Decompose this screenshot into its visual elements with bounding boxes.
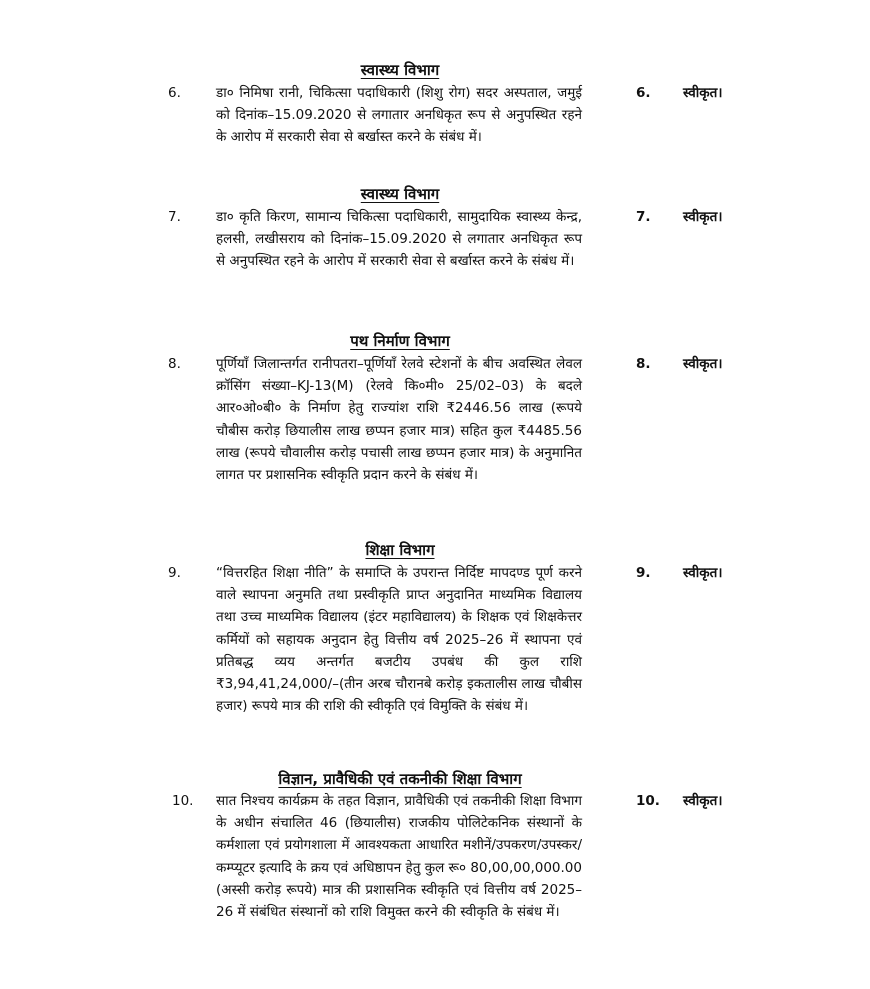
decision-number: 9. xyxy=(636,565,651,581)
decision-status: स्वीकृत। xyxy=(683,565,723,581)
item-number: 8. xyxy=(168,356,181,372)
department-heading: स्वास्थ्य विभाग xyxy=(360,61,440,79)
decision-number: 7. xyxy=(636,209,651,225)
decision-number: 10. xyxy=(636,793,660,809)
item-number: 9. xyxy=(168,565,181,581)
item-description: पूर्णियाँ जिलान्तर्गत रानीपतरा–पूर्णियाँ रेलवे स्टेशनों के बीच अवस्थित लेवल क्रॉसिंग संख्या–KJ-13(M) (रेलवे कि०मी० 25/02–03) के बदले आर०ओ०बी० के निर्माण हेतु राज्यांश राशि ₹2446.56 लाख (रूपये चौबीस करोड़ छियालीस लाख छप्पन हजार मात्र) सहित कुल ₹4485.56 लाख (रूपये चौवालीस करोड़ पचासी लाख छप्पन हजार मात्र) के अनुमानित लागत पर प्रशासनिक स्वीकृति प्रदान करने के संबंध में। xyxy=(216,356,582,484)
decision-status: स्वीकृत। xyxy=(683,793,723,809)
item-number: 7. xyxy=(168,209,181,225)
item-description: डा० निमिषा रानी, चिकित्सा पदाधिकारी (शिशु रोग) सदर अस्पताल, जमुई को दिनांक–15.09.2020 से लगातार अनधिकृत रूप से अनुपस्थित रहने के आरोप में सरकारी सेवा से बर्खास्त करने के संबंध में। xyxy=(216,85,582,146)
item-description: “वित्तरहित शिक्षा नीति” के समाप्ति के उपरान्त निर्दिष्ट मापदण्ड पूर्ण करने वाले स्थापना अनुमति तथा प्रस्वीकृति प्राप्त अनुदानित माध्यमिक विद्यालय तथा उच्च माध्यमिक विद्यालय (इंटर महाविद्यालय) के शिक्षक एवं शिक्षकेत्तर कर्मियों को सहायक अनुदान हेतु वित्तीय वर्ष 2025–26 में स्थापना एवं प्रतिबद्ध व्यय अन्तर्गत बजटीय उपबंध की कुल राशि ₹3,94,41,24,000/–(तीन अरब चौरानबे करोड़ इकतालीस लाख चौबीस हजार) रूपये मात्र की राशि की स्वीकृति एवं विमुक्ति के संबंध में। xyxy=(216,565,582,715)
decision-status: स्वीकृत। xyxy=(683,356,723,372)
decision-status: स्वीकृत। xyxy=(683,209,723,225)
item-number: 6. xyxy=(168,85,181,101)
decision-number: 8. xyxy=(636,356,651,372)
item-description: डा० कृति किरण, सामान्य चिकित्सा पदाधिकारी, सामुदायिक स्वास्थ्य केन्द्र, हलसी, लखीसराय को दिनांक–15.09.2020 से लगातार अनधिकृत रूप से अनुपस्थित रहने के आरोप में सरकारी सेवा से बर्खास्त करने के संबंध में। xyxy=(216,209,582,270)
department-heading: शिक्षा विभाग xyxy=(365,541,435,559)
item-number: 10. xyxy=(172,793,194,809)
decision-number: 6. xyxy=(636,85,651,101)
department-heading: स्वास्थ्य विभाग xyxy=(360,185,440,203)
item-description: सात निश्चय कार्यक्रम के तहत विज्ञान, प्रावैधिकी एवं तकनीकी शिक्षा विभाग के अधीन संचालित 46 (छियालीस) राजकीय पोलिटेकनिक संस्थानों के कर्मशाला एवं प्रयोगशाला में आवश्यकता आधारित मशीनें/उपकरण/उपस्कर/कम्प्यूटर इत्यादि के क्रय एवं अधिष्ठापन हेतु कुल रू० 80,00,00,000.00 (अस्सी करोड़ रूपये) मात्र की प्रशासनिक स्वीकृति एवं वित्तीय वर्ष 2025–26 में संबंधित संस्थानों को राशि विमुक्त करने की स्वीकृति के संबंध में। xyxy=(216,793,582,921)
decision-status: स्वीकृत। xyxy=(683,85,723,101)
department-heading: विज्ञान, प्रावैधिकी एवं तकनीकी शिक्षा विभाग xyxy=(278,770,522,788)
department-heading: पथ निर्माण विभाग xyxy=(350,332,450,350)
